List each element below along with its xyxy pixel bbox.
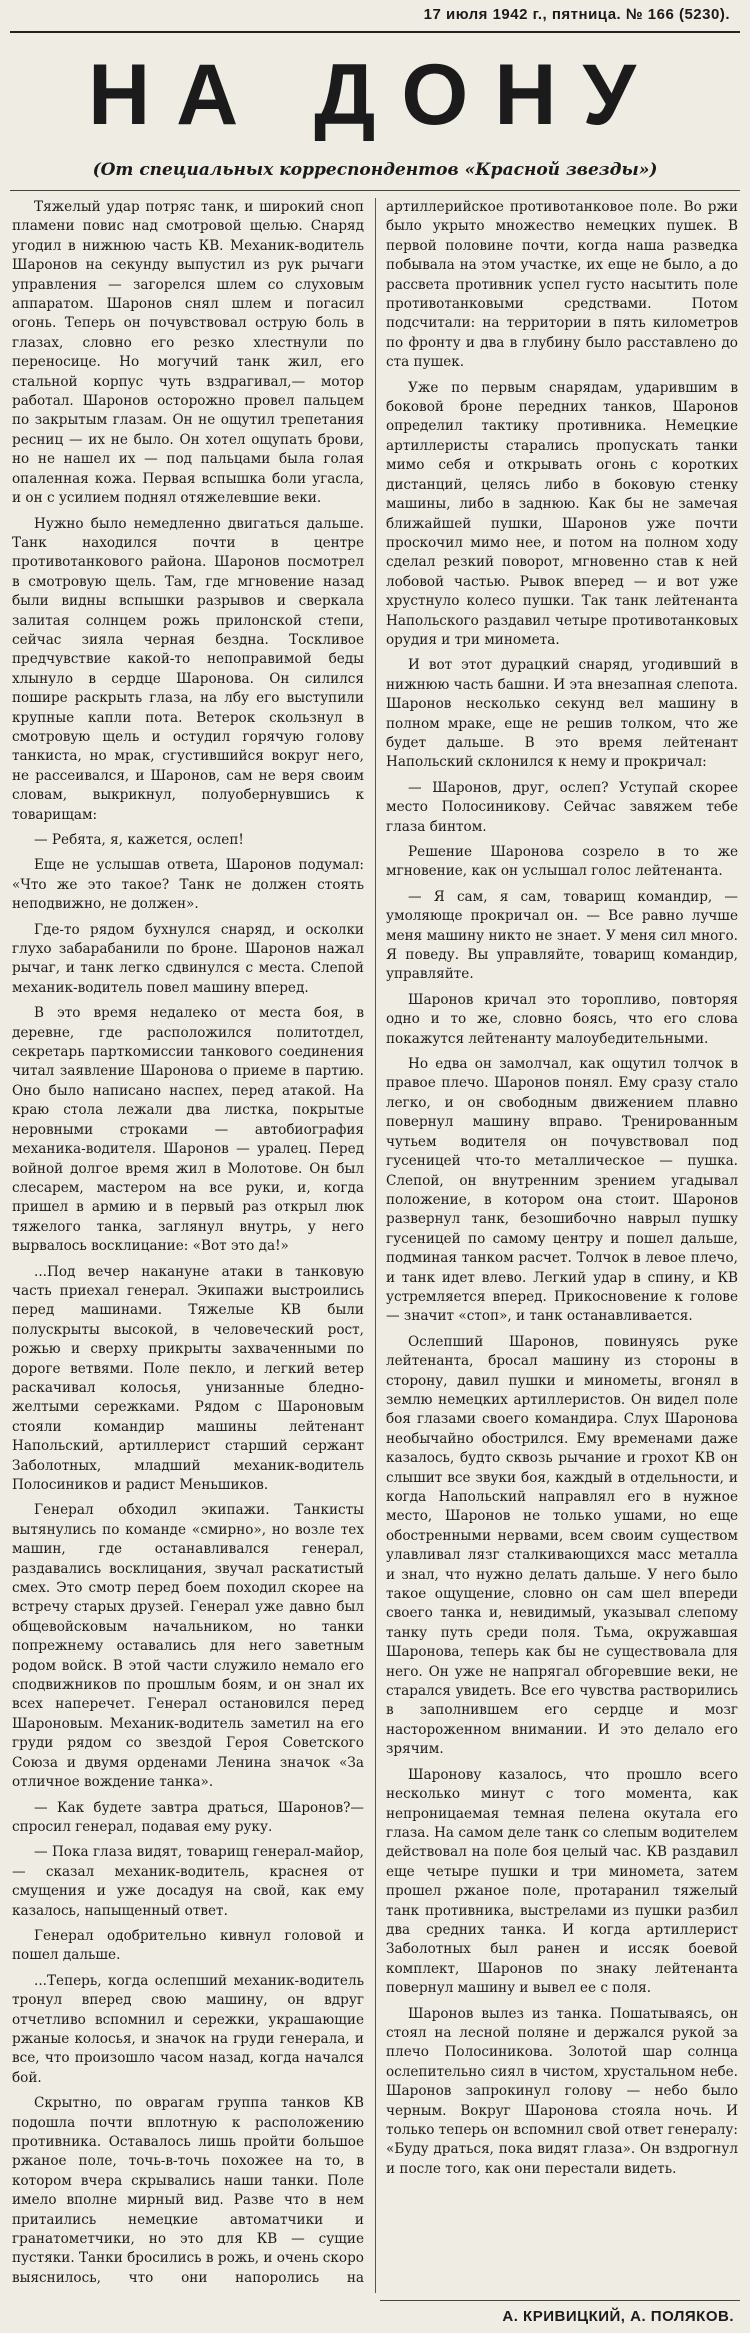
- paragraph: Решение Шаронова созрело в то же мгновение, как он услышал голос лейтенанта.: [386, 844, 738, 880]
- author-signature: А. КРИВИЦКИЙ, А. ПОЛЯКОВ.: [502, 2308, 734, 2325]
- paragraph: Шаронову казалось, что прошло всего несколько минут с того момента, как непроницаемая темная пелена окутала его глаза. На самом деле танк со слепым водителем действовал на поле боя целый час. КВ раздавил еще четыре пушки и три миномета, затем прошел ржаное поле, протаранил тяжелый танк противника, выстрелами из пушки разбил два средних танка. И когда артиллерист Заболотных был ранен и иссяк боевой комплект, Шаронов по знаку лейтенанта повернул машину и вывел ее с поля.: [386, 1766, 738, 1997]
- paragraph: Еще не услышав ответа, Шаронов подумал: «Что же это такое? Танк не должен стоять неподвижно, не должен».: [12, 857, 364, 913]
- paragraph: — Я сам, я сам, товарищ командир, — умоляюще прокричал он. — Все равно лучше меня машину никто не знает. У меня сил много. Я поведу. Вы управляйте, товарищ командир, управляйте.: [386, 888, 738, 983]
- subtitle: (От специальных корреспондентов «Красной звезды»): [92, 160, 658, 180]
- article-body: [12, 198, 738, 2293]
- paragraph: Уже по первым снарядам, ударившим в боковой броне передних танков, Шаронов определил тактику противника. Немецкие артиллеристы старались пропускать танки мимо себя и открывать огонь с коротких дистанций, целясь либо в боковую стенку машины, либо в заднюю. Как бы не замечая ближайшей пушки, Шаронов уже почти проскочил мимо нее, и потом на полном ходу сделал резкий поворот, мгновенно став к ней лобовой частью. Рывок вперед — и вот уже хрустнуло колесо пушки. Так танк лейтенанта Напольского раздавил четыре противотанковых орудия и три миномета.: [386, 379, 738, 648]
- paragraph: Ослепший Шаронов, повинуясь руке лейтенанта, бросал машину из стороны в сторону, давил пушки и минометы, вгонял в землю немецких артиллеристов. Он видел поле боя глазами своего командира. Слух Шаронова необычайно обострился. Ему временами даже казалось, будто сквозь рычание и грохот КВ он слышит все звуки боя, каждый в отдельности, и когда Напольский направлял его в нужное место, Шаронов не только ушами, но еще обостренными нервами, всем своим существом улавливал лязг сталкивающихся масс металла и знал, что нужно делать дальше. У него было такое ощущение, словно он сам шел впереди своего танка и, невидимый, указывал слепому танку путь среди поля. Тьма, окружавшая Шаронова, теперь как бы не существовала для него. Он уже не напрягал обгоревшие веки, не старался увидеть. Все его чувства растворились в заполнившем его сердце и мозг настороженном внимании. И это делало его зрячим.: [386, 1333, 738, 1758]
- paragraph: И вот этот дурацкий снаряд, угодивший в нижнюю часть башни. И эта внезапная слепота. Шаронов несколько секунд вел машину в полном мраке, еще не решив толком, что же будет дальше. В это время лейтенант Напольский склонился к нему и прокричал:: [386, 657, 738, 771]
- paragraph: Шаронов кричал это торопливо, повторяя одно и то же, словно боясь, что его слова покажутся лейтенанту малоубедительными.: [386, 991, 738, 1047]
- signature-rule: [380, 2300, 740, 2301]
- paragraph: Генерал обходил экипажи. Танкисты вытянулись по команде «смирно», но возле тех машин, где останавливался генерал, раздавались восклицания, звучал раскатистый смех. Это смотр перед боем походил скорее на встречу старых друзей. Генерал уже давно был общевойсковым начальником, но танки попрежнему оставались для него заветным родом войск. В этой части служило немало его сподвижников по прошлым боям, и он знал их всех наперечет. Генерал остановился перед Шароновым. Механик-водитель заметил на его груди рядом со звездой Героя Советского Союза и двумя орденами Ленина значок «За отличное вождение танка».: [12, 1502, 364, 1791]
- paragraph: — Ребята, я, кажется, ослеп!: [34, 832, 244, 848]
- paragraph: — Пока глаза видят, товарищ генерал-майор,— сказал механик-водитель, краснея от смущения и уже досадуя на свой, как ему казалось, напыщенный ответ.: [12, 1844, 364, 1919]
- paragraph: В это время недалеко от места боя, в деревне, где расположился политотдел, секретарь парткомиссии танкового соединения читал заявление Шаронова о приеме в партию. Оно было написано наспех, перед атакой. На краю стола лежали два листка, покрытые неровными строками — автобиография механика-водителя. Шаронов — уралец. Перед войной долгое время жил в Молотове. Он был слесарем, мастером на все руки, и, когда пришел в армию и в первый раз открыл люк тяжелого танка, заглянул внутрь, у него вырвалось восклицание: «Вот это да!»: [12, 1005, 364, 1255]
- header-rule: [10, 190, 740, 191]
- paragraph: ...Теперь, когда ослепший механик-водитель тронул вперед свою машину, он вдруг отчетливо вспомнил и сережки, украшающие ржаные колосья, и значок на груди генерала, и все, что произошло часом назад, когда начался бой.: [12, 1972, 364, 2086]
- paragraph: Тяжелый удар потряс танк, и широкий сноп пламени повис над смотровой щелью. Снаряд угодил в нижнюю часть КВ. Механик-водитель Шаронов на секунду выпустил из рук рычаги управления — загорелся шлем со слуховым аппаратом. Шаронов снял шлем и погасил огонь. Теперь он почувствовал острую боль в глазах, словно его резко хлестнули по переносице. Но могучий танк жил, его стальной корпус чуть вздрагивал,— мотор работал. Шаронов осторожно провел пальцем по закрытым глазам. Он не ощутил трепетания ресниц — их не было. Он хотел ощупать брови, но не нашел их — под пальцами была голая опаленная кожа. Первая вспышка боли угасла, и он с усилием поднял отяжелевшие веки.: [12, 199, 364, 507]
- headline: НА ДОНУ: [88, 47, 662, 143]
- paragraph: Генерал одобрительно кивнул головой и пошел дальше.: [12, 1927, 364, 1964]
- paragraph: ...Под вечер накануне атаки в танковую часть приехал генерал. Экипажи выстроились перед машинами. Тяжелые КВ были полускрыты высокой, в человеческий рост, рожью и сверху прикрыты захваченными по дороге ветвями. Поле пекло, и легкий ветер раскачивал колосья, унизанные бледно-желтыми сережками. Рядом с Шароновым стояли командир машины лейтенант Напольский, артиллерист старший сержант Заболотных, младший механик-водитель Полосиников и радист Меньшиков.: [12, 1263, 364, 1493]
- paragraph: — Шаронов, друг, ослеп? Уступай скорее место Полосиникову. Сейчас завяжем тебе глаза бинтом.: [386, 779, 738, 835]
- top-rule: [10, 31, 740, 33]
- dateline: 17 июля 1942 г., пятница. № 166 (5230).: [423, 6, 730, 23]
- paragraph: Шаронов вылез из танка. Пошатываясь, он стоял на лесной поляне и держался рукой за плечо Полосиникова. Золотой шар солнца ослепительно сиял в чистом, хрустальном небе. Шаронов запрокинул голову — небо было черным. Вокруг Шаронова стояла ночь. И только теперь он вспомнил свой ответ генералу: «Буду драться, пока видят глаза». Он вздрогнул и после того, как они перестали видеть.: [386, 2005, 738, 2177]
- paragraph: Скрытно, по оврагам группа танков КВ подошла почти вплотную к расположению противника. Оставалось лишь пройти большое ржаное поле, точь-в-точь похожее на то, в котором вчера скрывались наши танки. Поле имело вполне мирный вид. Разве что в нем притаились немецкие автоматчики и гранатометчики, но это для КВ — сущие пустяки. Танки бросились в рожь, и очень скоро выяснилось, что они напоролись на артиллерийское противотанковое поле. Во ржи было укрыто множество немецких пушек. В первой половине почти, когда наша разведка побывала на этом участке, их еще не было, а до рассвета противник успел густо насытить поле противотанковыми средствами. Потом подсчитали: на территории в пять километров по фронту и два в глубину было расставлено до ста пушек.: [12, 199, 738, 2286]
- paragraph: Где-то рядом бухнулся снаряд, и осколки глухо забарабанили по броне. Шаронов нажал рычаг, и танк легко сдвинулся с места. Слепой механик-водитель повел машину вперед.: [12, 921, 364, 996]
- paragraph: Но едва он замолчал, как ощутил толчок в правое плечо. Шаронов понял. Ему сразу стало легко, и он свободным движением плавно повернул машину вправо. Тренированным чутьем водителя он почувствовал под гусеницей что-то металлическое — пушка. Слепой, он внутренним зрением угадывал положение, в котором она стоит. Шаронов развернул танк, безошибочно наврыл пушку гусеницей по самому центру и пошел дальше, подминая танком расчет. Толчок в левое плечо, и танк идет влево. Легкий удар в спину, и КВ устремляется вперед. Прикосновение к голове — значит «стоп», и танк останавливается.: [386, 1056, 738, 1325]
- paragraph: — Как будете завтра драться, Шаронов?— спросил генерал, подавая ему руку.: [12, 1799, 364, 1835]
- paragraph: Нужно было немедленно двигаться дальше. Танк находился почти в центре противотанкового района. Шаронов посмотрел в смотровую щель. Там, где мгновение назад были видны вспышки разрывов и сверкала залитая солнцем рожь прилонской степи, сейчас зияла черная бездна. Тоскливое предчувствие какой-то непоправимой беды хлынуло в сердце Шаронова. Он силился пошире раскрыть глаза, на лбу его выступили крупные капли пота. Ветерок скользнул в смотровую щель и остудил горячую голову танкиста, но мрак, сгустившийся вокруг него, не рассеивался, и Шаронов, сам не веря своим словам, выкрикнул, полуобернувшись к товарищам:: [12, 515, 364, 823]
